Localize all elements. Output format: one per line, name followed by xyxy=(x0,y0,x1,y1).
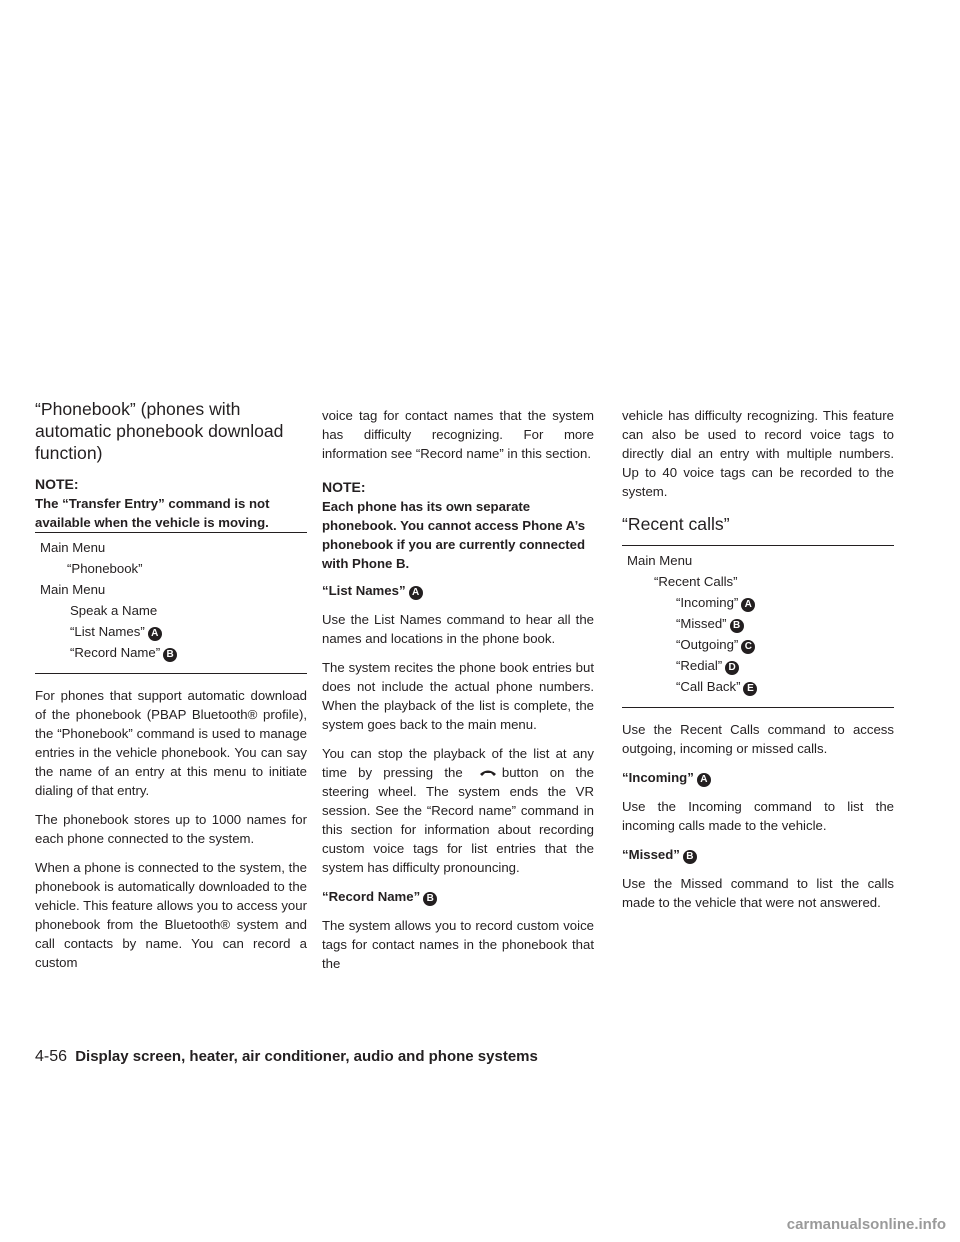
callout-badge: B xyxy=(423,892,437,906)
body-paragraph: When a phone is connected to the system, the phonebook is automatically downloaded to the vehicle. This feature allows you to access your phonebook from the Bluetooth® system and call contacts by name. You can record a custom xyxy=(35,860,307,970)
column-3 xyxy=(622,406,894,922)
body-paragraph: Use the List Names command to hear all the names and locations in the phone book. xyxy=(322,612,594,646)
callout-badge: E xyxy=(743,682,757,696)
recent-calls-menu-tree xyxy=(622,546,894,707)
menu-item: “Recent Calls” xyxy=(654,574,738,589)
menu-item: Main Menu xyxy=(40,540,106,555)
callout-badge: B xyxy=(730,619,744,633)
body-paragraph: vehicle has difficulty recognizing. This feature can also be used to record voice tags to directly dial an entry with multiple numbers. Up to 40 voice tags can be recorded to the system. xyxy=(622,408,894,499)
column-2 xyxy=(322,406,594,983)
recent-calls-title: “Recent calls” xyxy=(622,514,730,534)
callout-badge: B xyxy=(163,648,177,662)
body-paragraph: You can stop the playback of the list at any time by pressing the button on the steering wheel. The system ends the VR session. See the “Record name” command in this section for information about recording custom voice tags for list entries that the system has difficulty pronouncing. xyxy=(322,746,594,875)
column-1 xyxy=(35,398,307,982)
body-paragraph: Use the Incoming command to list the incoming calls made to the vehicle. xyxy=(622,799,894,833)
body-paragraph: Use the Recent Calls command to access outgoing, incoming or missed calls. xyxy=(622,722,894,756)
menu-item: “Redial” D xyxy=(622,655,894,676)
callout-badge: A xyxy=(409,586,423,600)
divider xyxy=(35,673,307,674)
menu-item: Speak a Name xyxy=(70,603,158,618)
page-footer xyxy=(35,1048,538,1066)
menu-item: “Phonebook” xyxy=(67,561,143,576)
phonebook-section-title: “Phonebook” (phones with automatic phonebook download function) xyxy=(35,399,284,463)
menu-item: “Missed” B xyxy=(622,613,894,634)
body-paragraph: Use the Missed command to list the calls made to the vehicle that were not answered. xyxy=(622,876,894,910)
menu-item: “Incoming” A xyxy=(622,592,894,613)
callout-badge: C xyxy=(741,640,755,654)
note-heading: NOTE: xyxy=(35,476,79,492)
note-text: The “Transfer Entry” command is not available when the vehicle is moving. xyxy=(35,496,270,530)
page-number: 4-56 xyxy=(35,1048,68,1065)
callout-badge: D xyxy=(725,661,739,675)
body-paragraph: For phones that support automatic download of the phonebook (PBAP Bluetooth® profile), the “Phonebook” command is used to manage entries in the vehicle phonebook. You can say the name of an entry at this menu to initiate dialing of that entry. xyxy=(35,688,307,798)
menu-item: “Call Back” E xyxy=(622,676,894,697)
callout-badge: A xyxy=(697,773,711,787)
list-names-heading: “List Names” A xyxy=(322,581,594,600)
menu-item: “Outgoing” C xyxy=(622,634,894,655)
divider xyxy=(622,707,894,708)
watermark: carmanualsonline.info xyxy=(786,1216,946,1233)
phone-hangup-icon xyxy=(474,764,502,776)
menu-item: Main Menu xyxy=(40,582,106,597)
menu-item: Main Menu xyxy=(627,553,693,568)
menu-item: “List Names” A xyxy=(35,621,307,642)
note-heading: NOTE: xyxy=(322,479,366,495)
body-paragraph: The system allows you to record custom voice tags for contact names in the phonebook that the xyxy=(322,918,594,971)
callout-badge: A xyxy=(148,627,162,641)
menu-item: “Record Name” B xyxy=(35,642,307,663)
callout-badge: B xyxy=(683,850,697,864)
body-paragraph: The phonebook stores up to 1000 names for each phone connected to the system. xyxy=(35,812,307,846)
phonebook-menu-tree xyxy=(35,533,307,673)
section-title: Display screen, heater, air conditioner, audio and phone systems xyxy=(75,1048,538,1065)
body-paragraph: voice tag for contact names that the system has difficulty recognizing. For more information see “Record name” in this section. xyxy=(322,408,594,461)
record-name-heading: “Record Name” B xyxy=(322,887,594,906)
incoming-heading: “Incoming” A xyxy=(622,768,894,787)
missed-heading: “Missed” B xyxy=(622,845,894,864)
callout-badge: A xyxy=(741,598,755,612)
body-paragraph: The system recites the phone book entries but does not include the actual phone numbers. When the playback of the list is complete, the system goes back to the main menu. xyxy=(322,660,594,732)
note-text: Each phone has its own separate phonebook. You cannot access Phone A’s phonebook if you are currently connected with Phone B. xyxy=(322,499,586,571)
